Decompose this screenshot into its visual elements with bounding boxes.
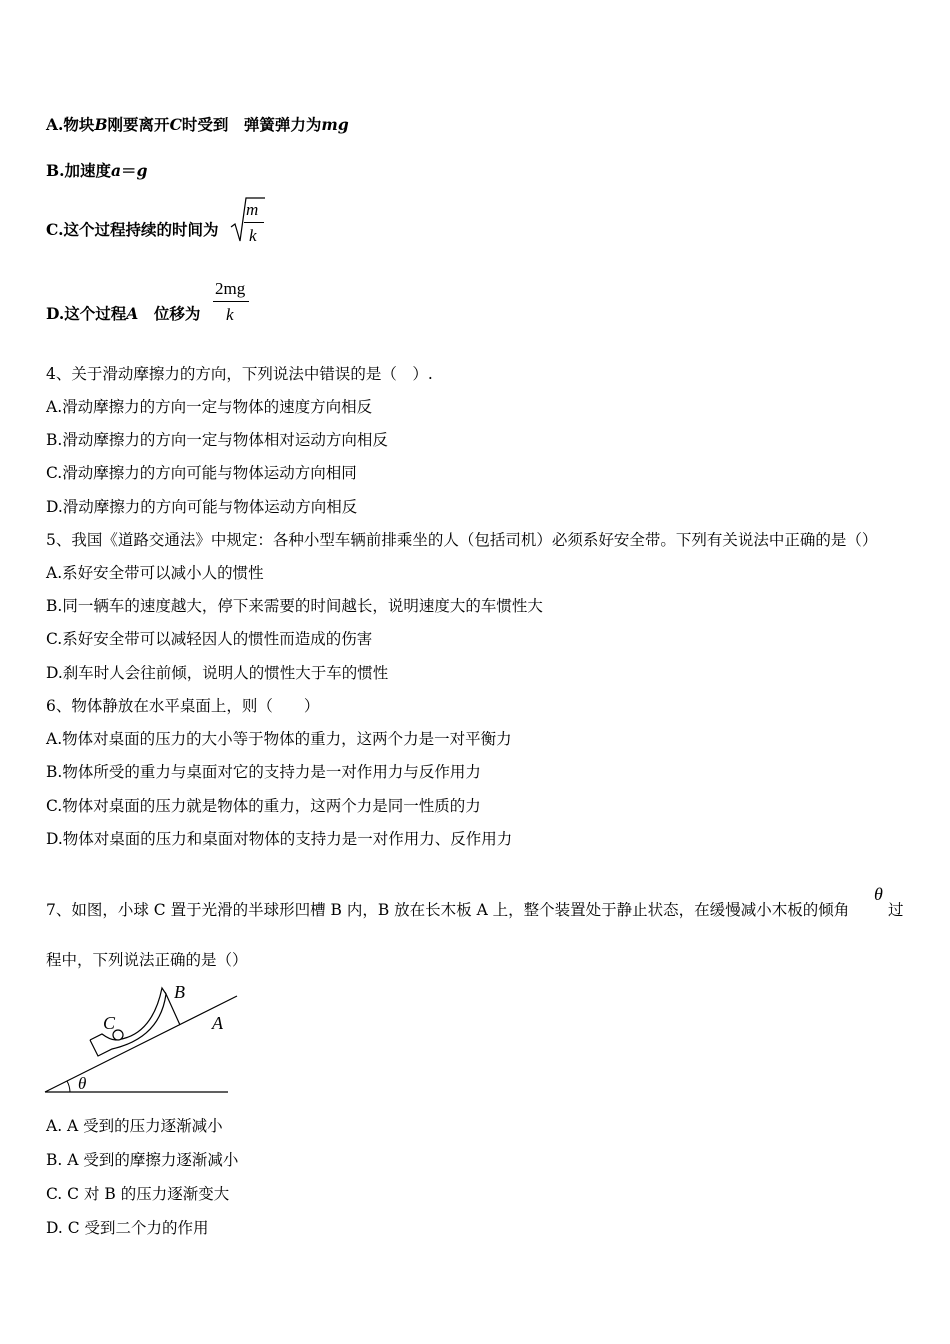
groove-b-inner <box>90 988 166 1040</box>
q7-stem-line1 <box>46 900 849 920</box>
var-c: C <box>169 115 182 134</box>
fraction-denominator-k: k <box>249 226 257 245</box>
q5-option-c: C.系好安全带可以减轻因人的惯性而造成的伤害 <box>46 630 373 648</box>
label-c: C <box>103 1013 116 1033</box>
q3-option-a-prefix: A.物块 <box>46 115 95 134</box>
incline-figure <box>40 978 250 1098</box>
equals-sign: ＝ <box>121 161 137 180</box>
q3-option-d-prefix: D.这个过程 <box>46 304 127 323</box>
fraction-bar <box>213 301 249 302</box>
q3-option-c <box>46 220 218 240</box>
q3-option-c-text: C.这个过程持续的时间为 <box>46 220 219 239</box>
q7-stem-tail: 过 <box>888 901 904 919</box>
q3-option-b <box>46 161 147 181</box>
q7-option-b: B. A 受到的摩擦力逐渐减小 <box>46 1151 239 1169</box>
label-b: B <box>174 982 185 1002</box>
q7-option-a: A. A 受到的压力逐渐减小 <box>46 1117 223 1135</box>
angle-arc <box>67 1081 70 1092</box>
q7-stem-text: 7、如图，小球 C 置于光滑的半球形凹槽 B 内，B 放在长木板 A 上，整个装置处于静止状态，在缓慢减小木板的倾角 <box>46 901 850 919</box>
label-a: A <box>212 1013 223 1033</box>
q6-stem: 6、物体静放在水平桌面上，则（ ） <box>46 697 320 715</box>
q7-option-d: D. C 受到二个力的作用 <box>46 1219 209 1237</box>
q3-option-a <box>46 115 349 135</box>
q5-option-d: D.刹车时人会往前倾，说明人的惯性大于车的惯性 <box>46 664 389 682</box>
q7-stem-line2: 程中，下列说法正确的是（） <box>46 951 248 969</box>
q4-stem: 4、关于滑动摩擦力的方向，下列说法中错误的是（ ）. <box>46 365 433 383</box>
q6-option-a: A.物体对桌面的压力的大小等于物体的重力，这两个力是一对平衡力 <box>46 730 512 748</box>
q5-stem: 5、我国《道路交通法》中规定：各种小型车辆前排乘坐的人（包括司机）必须系好安全带。下列有关说法中正确的是（） <box>46 531 878 549</box>
q3-option-a-mid2: 时受到 弹簧弹力为 <box>181 115 322 134</box>
label-theta: θ <box>78 1074 87 1093</box>
fraction-numerator-m: m <box>246 200 259 219</box>
q4-option-d: D.滑动摩擦力的方向可能与物体运动方向相反 <box>46 498 358 516</box>
q3-option-b-prefix: B.加速度 <box>46 161 111 180</box>
q6-option-c: C.物体对桌面的压力就是物体的重力，这两个力是同一性质的力 <box>46 797 481 815</box>
fraction-bar <box>244 222 264 223</box>
q6-option-b: B.物体所受的重力与桌面对它的支持力是一对作用力与反作用力 <box>46 763 481 781</box>
var-g: g <box>136 161 148 180</box>
var-mg: mg <box>321 115 349 134</box>
q3-option-d <box>46 304 200 324</box>
q4-option-a: A.滑动摩擦力的方向一定与物体的速度方向相反 <box>46 398 373 416</box>
q5-option-b: B.同一辆车的速度越大，停下来需要的时间越长，说明速度大的车惯性大 <box>46 597 543 615</box>
q4-option-c: C.滑动摩擦力的方向可能与物体运动方向相同 <box>46 464 357 482</box>
incline-board <box>45 996 237 1092</box>
q3-option-d-mid: 位移为 <box>138 304 201 323</box>
q6-option-d: D.物体对桌面的压力和桌面对物体的支持力是一对作用力、反作用力 <box>46 830 513 848</box>
fraction-denominator-k: k <box>226 305 234 324</box>
q7-option-c: C. C 对 B 的压力逐渐变大 <box>46 1185 230 1203</box>
var-a-upper: A <box>126 304 139 323</box>
q3-option-a-mid: 刚要离开 <box>107 115 170 134</box>
var-b: B <box>94 115 108 134</box>
fraction-numerator-2mg: 2mg <box>215 279 246 298</box>
var-a: a <box>111 161 122 180</box>
q4-option-b: B.滑动摩擦力的方向一定与物体相对运动方向相反 <box>46 431 388 449</box>
theta-symbol: θ <box>874 884 883 904</box>
q5-option-a: A.系好安全带可以减小人的惯性 <box>46 564 264 582</box>
